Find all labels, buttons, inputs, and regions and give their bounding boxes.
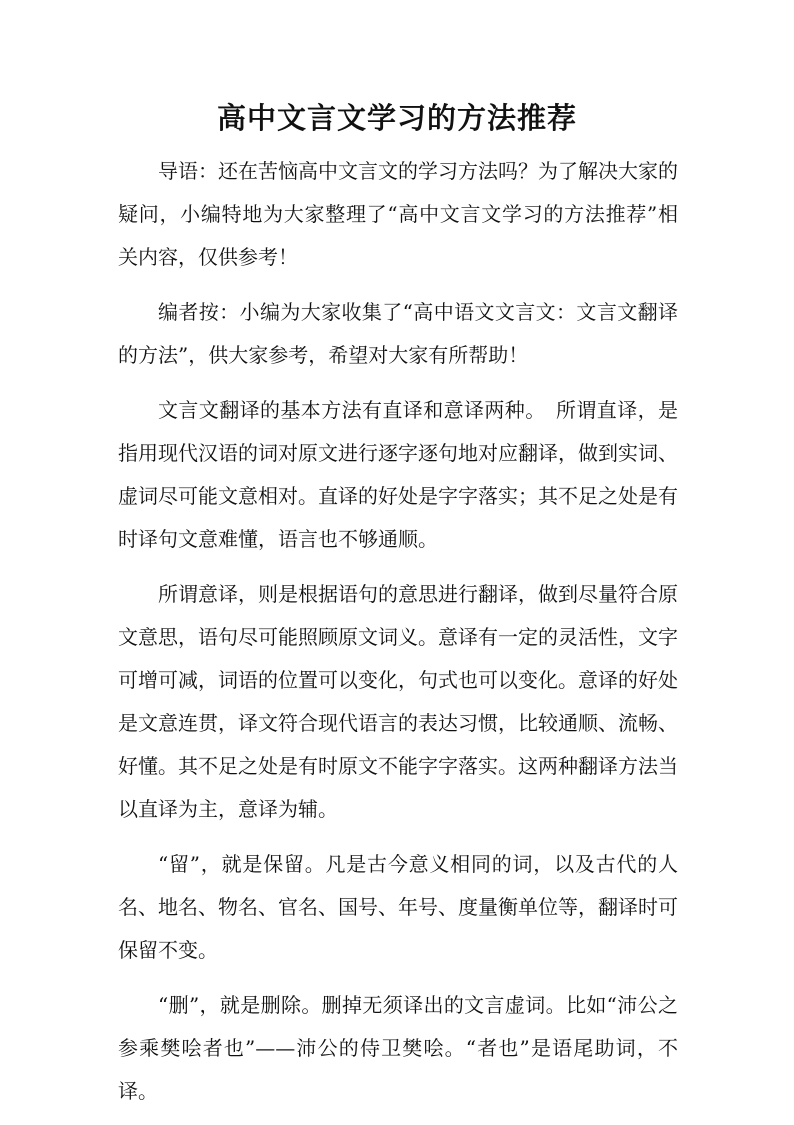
document-title: 高中文言文学习的方法推荐 xyxy=(216,101,577,135)
paragraph-free-translation: 所谓意译，则是根据语句的意思进行翻译，做到尽量符合原文意思，语句尽可能照顾原文词义。意译有一定的灵活性，文字可增可减，词语的位置可以变化，句式也可以变化。意译的好处是文意连贯，译文符合现代语言的表达习惯，比较通顺、流畅、好懂。其不足之处是有时原文不能字字落实。这两种翻译方法当以直译为主，意译为辅。 xyxy=(118,582,678,821)
paragraph-retain: “留”，就是保留。凡是古今意义相同的词，以及古代的人名、地名、物名、官名、国号、年号、度量衡单位等，翻译时可保留不变。 xyxy=(118,852,678,962)
paragraph-delete: “删”，就是删除。删掉无须译出的文言虚词。比如“沛公之参乘樊哙者也”——沛公的侍卫樊哙。“者也”是语尾助词，不译。 xyxy=(118,993,678,1103)
paragraph-literal-translation: 文言文翻译的基本方法有直译和意译两种。 所谓直译，是指用现代汉语的词对原文进行逐字逐句地对应翻译，做到实词、虚词尽可能文意相对。直译的好处是字字落实；其不足之处是有时译句文意难懂，语言也不够通顺。 xyxy=(118,398,678,551)
paragraph-editor-note: 编者按：小编为大家收集了“高中语文文言文：文言文翻译的方法”，供大家参考，希望对大家有所帮助！ xyxy=(118,300,678,367)
paragraph-intro: 导语：还在苦恼高中文言文的学习方法吗？为了解决大家的疑问，小编特地为大家整理了“高中文言文学习的方法推荐”相关内容，仅供参考！ xyxy=(118,159,678,269)
document-body xyxy=(118,150,678,1125)
